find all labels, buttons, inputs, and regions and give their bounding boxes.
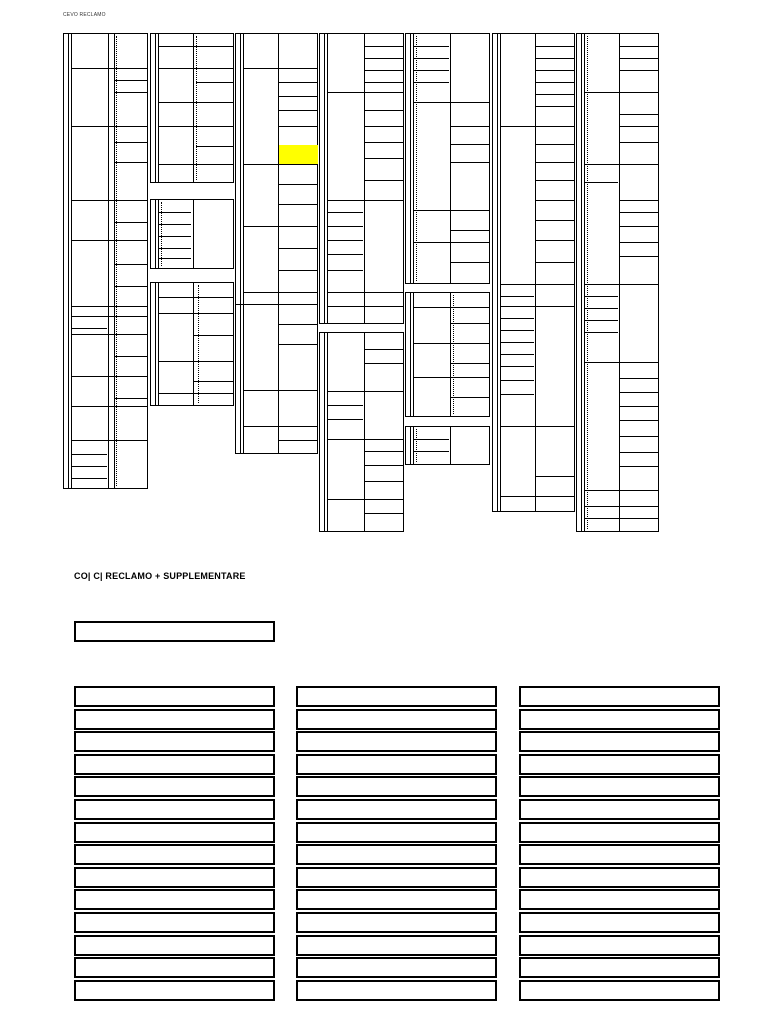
entry-box[interactable] [74, 731, 275, 752]
entry-box-wide[interactable] [74, 621, 275, 642]
entry-box[interactable] [519, 754, 720, 775]
entry-box[interactable] [74, 844, 275, 865]
grid-panel [319, 33, 404, 324]
entry-box[interactable] [74, 822, 275, 843]
entry-box[interactable] [296, 799, 497, 820]
grid-panel [235, 33, 318, 454]
entry-box[interactable] [74, 935, 275, 956]
grid-panel [576, 33, 659, 532]
entry-box[interactable] [519, 912, 720, 933]
entry-box[interactable] [296, 822, 497, 843]
grid-panel [492, 33, 575, 512]
grid-panel [150, 33, 234, 183]
entry-box[interactable] [74, 912, 275, 933]
entry-box[interactable] [74, 799, 275, 820]
entry-box[interactable] [74, 957, 275, 978]
page-header-caption: CEVO RECLAMO [63, 12, 106, 18]
entry-box[interactable] [296, 912, 497, 933]
entry-box[interactable] [519, 867, 720, 888]
entry-box[interactable] [74, 709, 275, 730]
entry-box[interactable] [74, 686, 275, 707]
entry-box-column-2 [296, 686, 497, 1002]
entry-box[interactable] [74, 867, 275, 888]
entry-box[interactable] [296, 980, 497, 1001]
entry-box[interactable] [519, 957, 720, 978]
entry-box[interactable] [296, 709, 497, 730]
entry-box[interactable] [519, 980, 720, 1001]
grid-panel [319, 332, 404, 532]
entry-box[interactable] [296, 889, 497, 910]
entry-box[interactable] [519, 935, 720, 956]
entry-box[interactable] [296, 776, 497, 797]
entry-box[interactable] [519, 844, 720, 865]
entry-box[interactable] [519, 822, 720, 843]
section-caption: CO| C| RECLAMO + SUPPLEMENTARE [74, 571, 246, 581]
entry-box[interactable] [519, 889, 720, 910]
entry-box[interactable] [74, 889, 275, 910]
grid-panel [405, 426, 490, 465]
entry-box[interactable] [296, 731, 497, 752]
entry-box[interactable] [296, 867, 497, 888]
entry-box[interactable] [519, 731, 720, 752]
entry-box[interactable] [74, 980, 275, 1001]
entry-box[interactable] [296, 844, 497, 865]
entry-box[interactable] [296, 957, 497, 978]
grid-panel [63, 33, 148, 489]
entry-box[interactable] [519, 799, 720, 820]
entry-box[interactable] [296, 686, 497, 707]
entry-box[interactable] [519, 776, 720, 797]
entry-box[interactable] [296, 935, 497, 956]
entry-box[interactable] [519, 686, 720, 707]
entry-box[interactable] [74, 776, 275, 797]
entry-box[interactable] [519, 709, 720, 730]
entry-box-column-1 [74, 686, 275, 1002]
grid-panel [405, 292, 490, 417]
entry-box[interactable] [74, 754, 275, 775]
highlighted-cell [279, 145, 318, 164]
grid-panel [150, 282, 234, 406]
grid-panel [405, 33, 490, 284]
entry-box-column-3 [519, 686, 720, 1002]
grid-panel [150, 199, 234, 269]
entry-box[interactable] [296, 754, 497, 775]
